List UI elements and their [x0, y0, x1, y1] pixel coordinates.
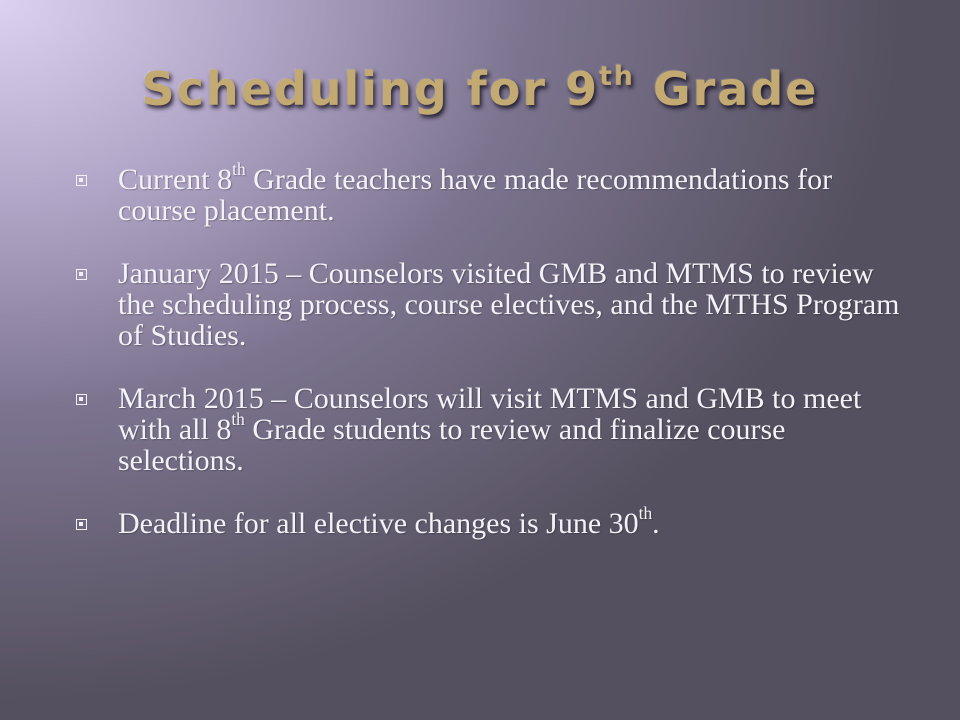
bullet-text-part: . [652, 507, 660, 540]
bullet-list [76, 159, 906, 571]
bullet-text-part: Current 8 [118, 163, 233, 196]
bullet-superscript: th [638, 503, 653, 524]
slide-title [0, 62, 960, 116]
bullet-text [118, 503, 660, 540]
slide-title-text-end: Grade [634, 62, 819, 116]
square-bullet-icon [76, 519, 87, 530]
slide-title-superscript: th [599, 60, 635, 92]
bullet-text [118, 159, 833, 227]
bullet-text [118, 382, 861, 477]
bullet-text-part: March 2015 – Counselors will visit MTMS and GMB to meet with all 8 [118, 382, 862, 446]
bullet-text-part: January 2015 – Counselors visited GMB and MTMS to review the scheduling process, course electives, and the MTHS Program of Studies. [118, 257, 900, 352]
bullet-item [76, 503, 906, 540]
slide-title-text: Scheduling for 9 [141, 62, 600, 116]
bullet-item [76, 258, 906, 351]
bullet-text-part: Deadline for all elective changes is June 30 [118, 507, 639, 540]
bullet-text-part: Grade students to review and finalize course selections. [118, 413, 786, 477]
bullet-text [118, 257, 899, 352]
bullet-superscript: th [231, 409, 245, 430]
bullet-text-part: Grade teachers have made recommendations for course placement. [118, 163, 833, 227]
bullet-item [76, 159, 906, 227]
bullet-superscript: th [232, 159, 246, 180]
square-bullet-icon [76, 269, 87, 280]
square-bullet-icon [76, 175, 87, 186]
bullet-item [76, 383, 906, 476]
square-bullet-icon [76, 394, 87, 405]
